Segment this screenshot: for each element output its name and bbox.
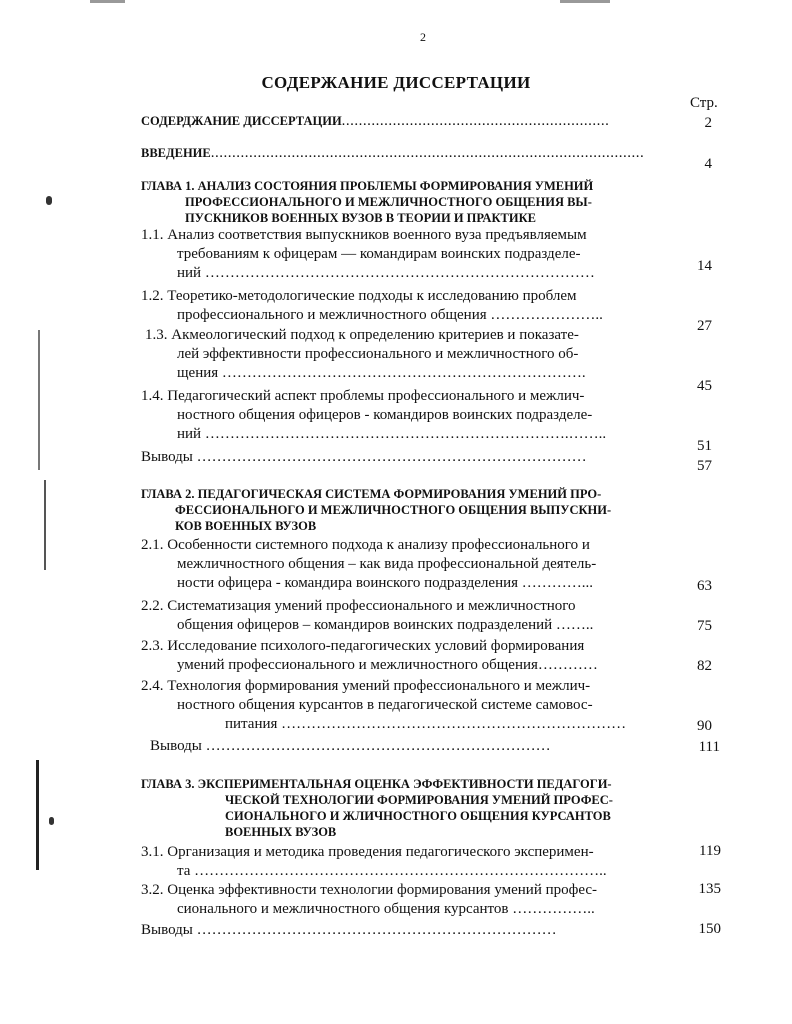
toc-section: 1.3. Акмеологический подход к определению критериев и показате- лей эффективности профессионального и межличностного об- щения ………………………………………………………………. (145, 327, 586, 381)
toc-page-number: 82 (697, 658, 712, 674)
toc-section: 3.2. Оценка эффективности технологии формирования умений профес- сионального и межличностного общения курсантов …………….. (141, 882, 598, 917)
toc-section: 3.1. Организация и методика проведения педагогического эксперимен- та ……………………………………………………………………….. (141, 844, 607, 879)
toc-conclusions: Выводы …………………………………………………………………… (141, 449, 587, 465)
scan-top-edge (560, 0, 610, 3)
chapter-heading: ГЛАВА 2. ПЕДАГОГИЧЕСКАЯ СИСТЕМА ФОРМИРОВАНИЯ УМЕНИЙ ПРО- ФЕССИОНАЛЬНОГО И МЕЖЛИЧНОСТНОГО ОБЩЕНИЯ ВЫПУСКНИ- КОВ ВОЕННЫХ ВУЗОВ (141, 487, 612, 533)
toc-section: 1.2. Теоретико-методологические подходы к исследованию проблем профессионального и межличностного общения ………………….. (141, 288, 603, 323)
toc-section: 1.4. Педагогический аспект проблемы профессионального и межлич- ностного общения офицеров - командиров воинских подразделе- ний ……………………………………………………………….…….. (141, 388, 607, 442)
scan-line (44, 480, 46, 570)
toc-section: 2.3. Исследование психолого-педагогических условий формирования умений профессионального и межличностного общения………… (141, 638, 598, 673)
toc-section: 2.1. Особенности системного подхода к анализу профессионального и межличностного общения – как вида профессиональной деятель- ности офицера - командира воинского подразделения …………... (141, 537, 597, 591)
scan-line (36, 760, 39, 870)
scan-line (38, 330, 40, 470)
chapter-heading: ГЛАВА 3. ЭКСПЕРИМЕНТАЛЬНАЯ ОЦЕНКА ЭФФЕКТИВНОСТИ ПЕДАГОГИ- ЧЕСКОЙ ТЕХНОЛОГИИ ФОРМИРОВАНИЯ УМЕНИЙ ПРОФЕС- СИОНАЛЬНОГО И ЖЛИЧНОСТНОГО ОБЩЕНИЯ КУРСАНТОВ ВОЕННЫХ ВУЗОВ (141, 777, 613, 839)
toc-page-number: 57 (697, 458, 712, 474)
toc-page-number: 27 (697, 318, 712, 334)
toc-page-number: 51 (697, 438, 712, 454)
scan-top-edge (90, 0, 125, 3)
chapter-heading: ГЛАВА 1. АНАЛИЗ СОСТОЯНИЯ ПРОБЛЕМЫ ФОРМИРОВАНИЯ УМЕНИЙ ПРОФЕССИОНАЛЬНОГО И МЕЖЛИЧНОСТНОГО ОБЩЕНИЯ ВЫ- ПУСКНИКОВ ВОЕННЫХ ВУЗОВ В ТЕОРИИ И ПРАКТИКЕ (141, 179, 594, 225)
toc-page-number: 150 (698, 921, 721, 937)
page-title: СОДЕРЖАНИЕ ДИССЕРТАЦИИ (261, 73, 531, 92)
toc-page-number: 111 (698, 739, 720, 755)
toc-page-number: 90 (697, 718, 712, 734)
toc-page-number: 135 (698, 881, 721, 897)
toc-section: 2.4. Технология формирования умений профессионального и межлич- ностного общения курсантов в педагогической системе самовос- питания …………………………………………………………… (141, 678, 627, 732)
toc-conclusions: Выводы …………………………………………………………… (150, 738, 551, 754)
toc-page-number: 63 (697, 578, 712, 594)
toc-section: 1.1. Анализ соответствия выпускников военного вуза предъявляемым требованиям к офицерам — командирам воинских подразделе- ний …………………………………………………………………… (141, 227, 595, 281)
toc-entry: СОДЕРДЖАНИЕ ДИССЕРТАЦИИ............................................................... (141, 113, 610, 129)
toc-entry: ВВЕДЕНИЕ...................................................................................................... (141, 145, 645, 161)
toc-section: 2.2. Систематизация умений профессионального и межличностного общения офицеров – командиров воинских подразделений …….. (141, 598, 594, 633)
scan-dot (46, 196, 52, 205)
toc-page-number: 119 (699, 843, 721, 859)
toc-page-number: 14 (697, 258, 712, 274)
toc-conclusions: Выводы ……………………………………………………………… (141, 922, 557, 938)
page-number: 2 (420, 30, 426, 44)
toc-page-number: 4 (704, 156, 712, 172)
scan-dot (49, 817, 54, 825)
page-column-label: Стр. (690, 95, 718, 111)
toc-page-number: 2 (704, 115, 712, 131)
toc-page-number: 45 (697, 378, 712, 394)
toc-page-number: 75 (697, 618, 712, 634)
